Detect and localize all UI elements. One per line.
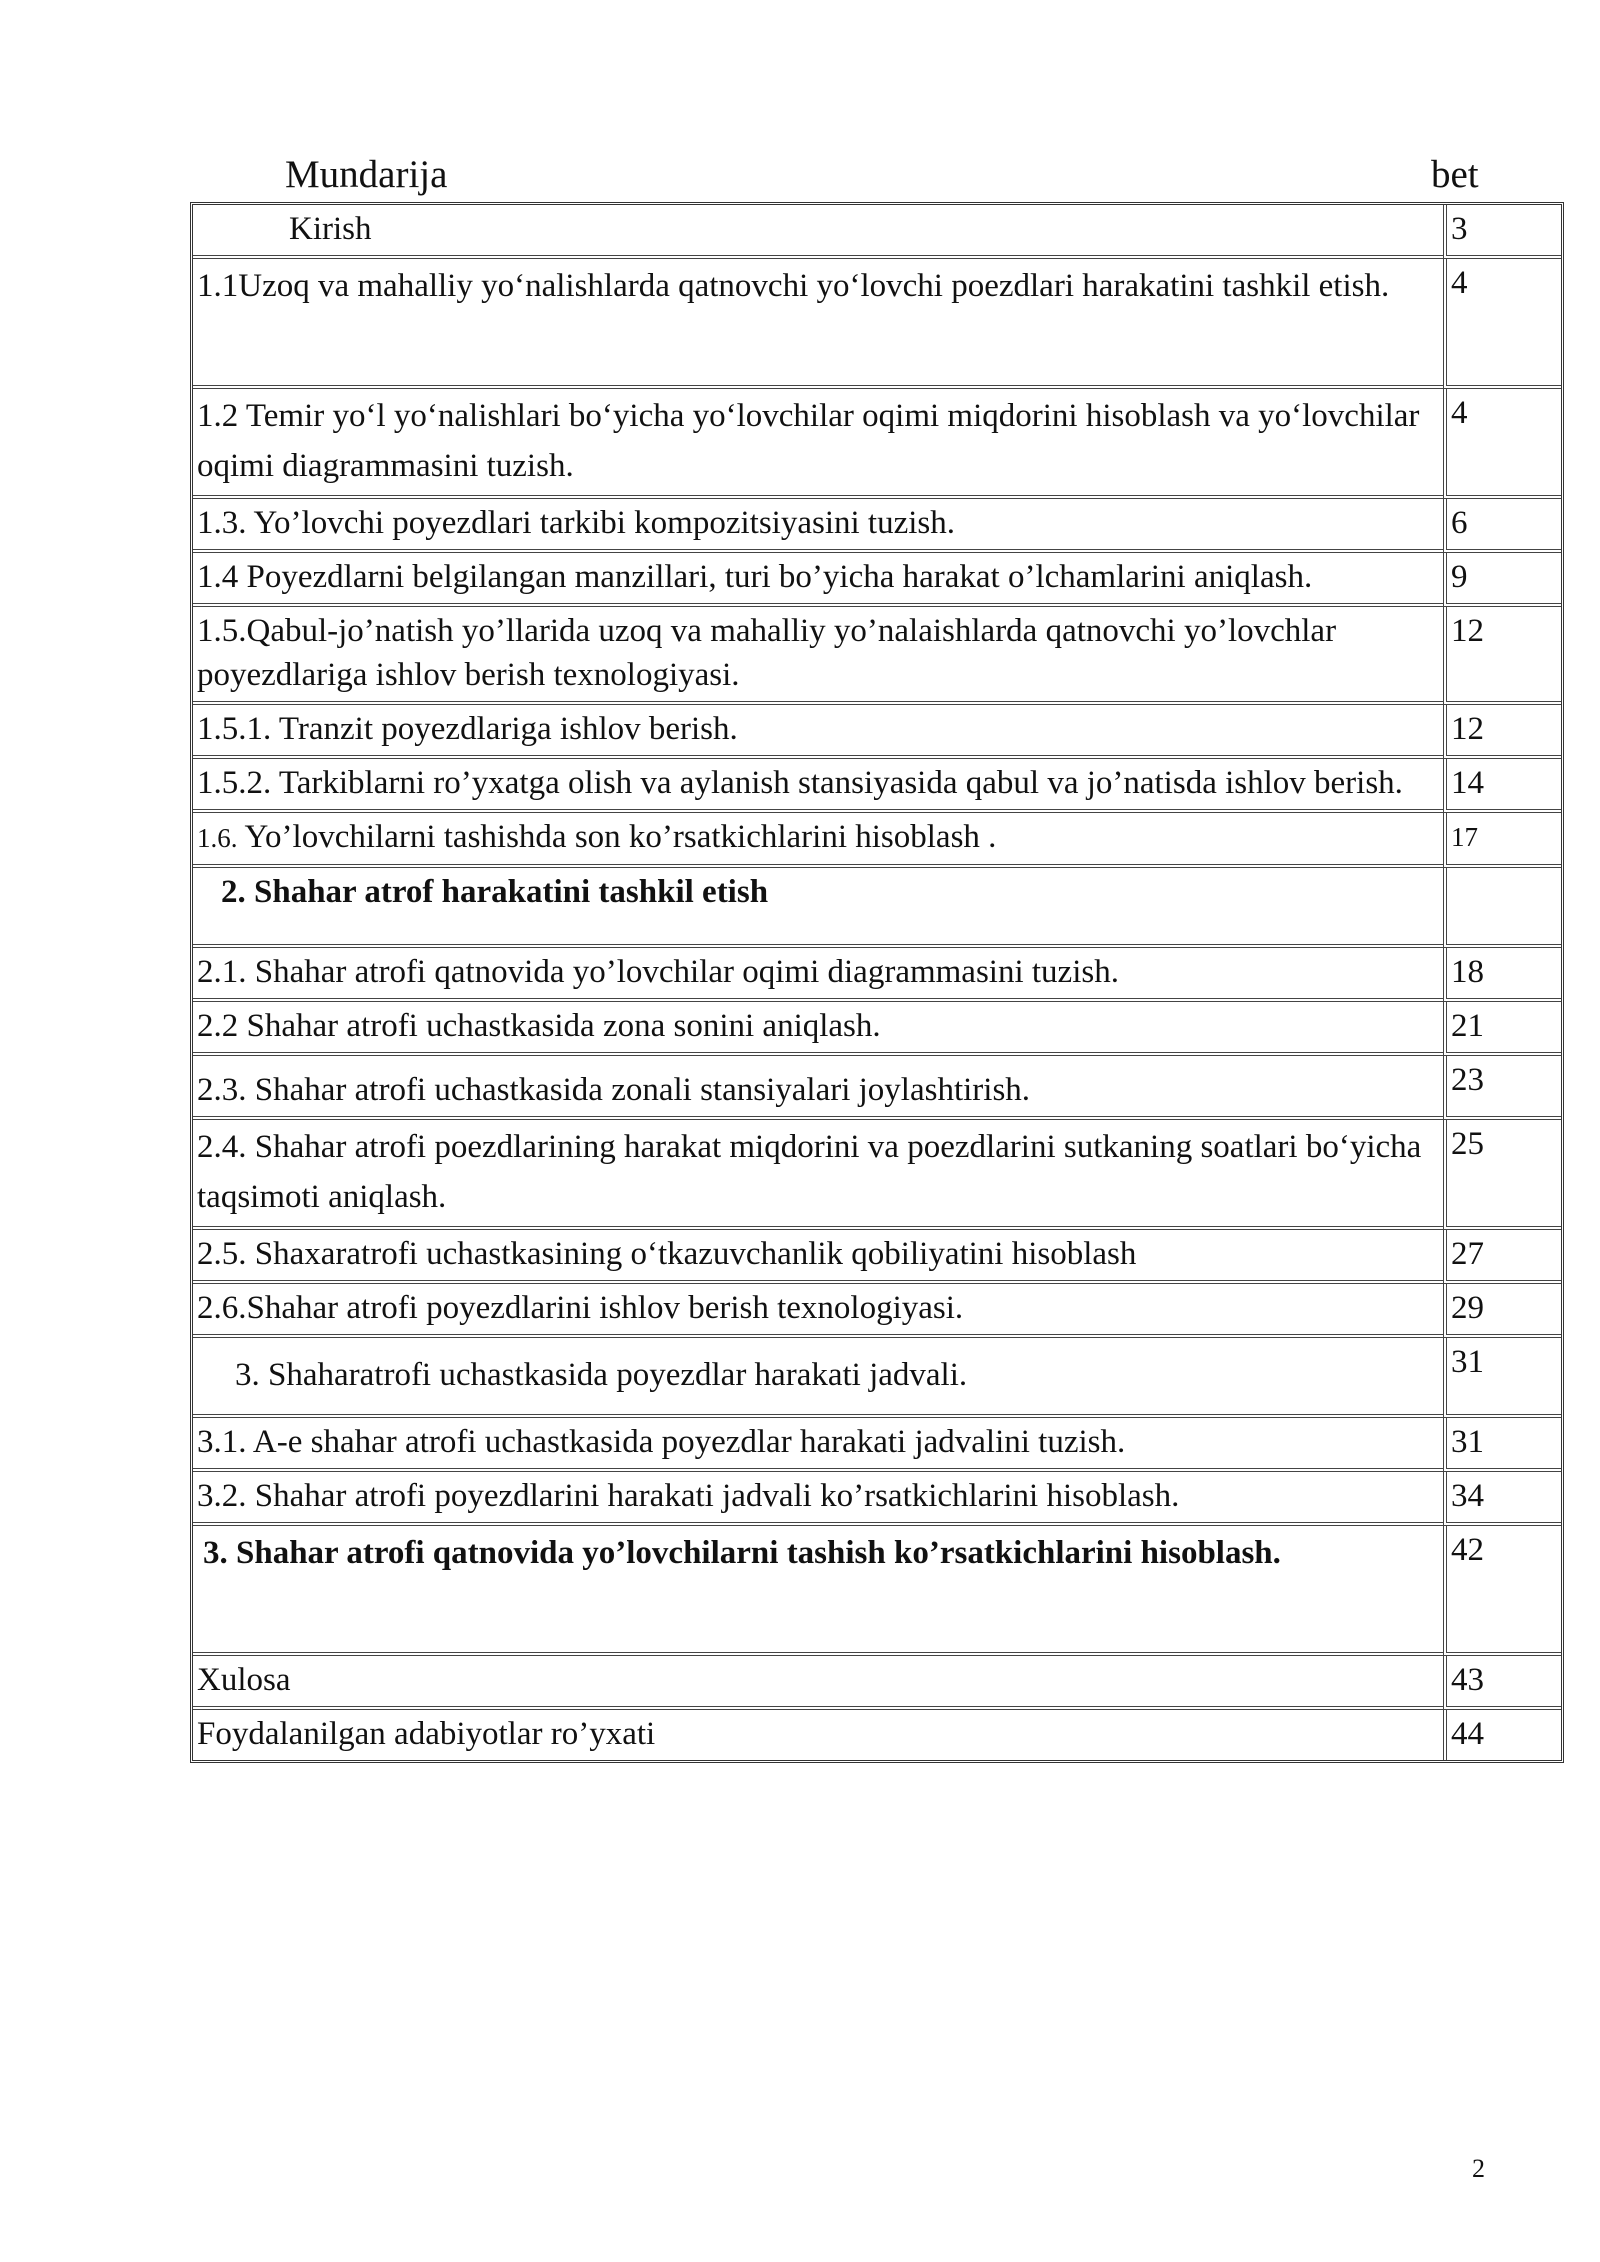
toc-entry-page: 14 <box>1443 759 1561 813</box>
toc-entry-page: 6 <box>1443 499 1561 553</box>
toc-entry-page: 44 <box>1443 1710 1561 1760</box>
toc-row <box>193 759 1561 813</box>
toc-row <box>193 499 1561 553</box>
toc-entry-page: 29 <box>1443 1284 1561 1338</box>
toc-entry-label: Xulosa <box>193 1656 1443 1710</box>
toc-row <box>193 259 1561 389</box>
toc-entry-label: 2.4. Shahar atrofi poezdlarining harakat miqdorini va poezdlarini sutkaning soatlari bo‘yicha taqsimoti aniqlash. <box>193 1120 1443 1230</box>
toc-entry-label: 1.5.Qabul-jo’natish yo’llarida uzoq va mahalliy yo’nalaishlarda qatnovchi yo’lovchlar poyezdlariga ishlov berish texnologiyasi. <box>193 607 1443 705</box>
toc-row <box>193 1656 1561 1710</box>
toc-row <box>193 705 1561 759</box>
toc-entry-page: 23 <box>1443 1056 1561 1120</box>
toc-row <box>193 1526 1561 1656</box>
toc-entry-label: 1.5.1. Tranzit poyezdlariga ishlov berish. <box>193 705 1443 759</box>
toc-row <box>193 1472 1561 1526</box>
table-of-contents <box>190 202 1564 1763</box>
toc-row <box>193 389 1561 499</box>
toc-entry-page: 3 <box>1443 205 1561 259</box>
toc-entry-label: 3. Shaharatrofi uchastkasida poyezdlar harakati jadvali. <box>193 1338 1443 1418</box>
toc-row <box>193 1284 1561 1338</box>
toc-entry-label: 3.1. A-e shahar atrofi uchastkasida poyezdlar harakati jadvalini tuzish. <box>193 1418 1443 1472</box>
toc-entry-label: 3.2. Shahar atrofi poyezdlarini harakati jadvali ko’rsatkichlarini hisoblash. <box>193 1472 1443 1526</box>
toc-entry-label: 1.2 Temir yo‘l yo‘nalishlari bo‘yicha yo‘lovchilar oqimi miqdorini hisoblash va yo‘lovchilar oqimi diagrammasini tuzish. <box>193 389 1443 499</box>
toc-entry-page <box>1443 868 1561 948</box>
toc-entry-label: 2.3. Shahar atrofi uchastkasida zonali stansiyalari joylashtirish. <box>193 1056 1443 1120</box>
toc-entry-page: 18 <box>1443 948 1561 1002</box>
toc-row <box>193 868 1561 948</box>
toc-row <box>193 1338 1561 1418</box>
toc-entry-page: 12 <box>1443 705 1561 759</box>
toc-entry-page: 31 <box>1443 1338 1561 1418</box>
toc-row <box>193 205 1561 259</box>
toc-row <box>193 1710 1561 1760</box>
toc-entry-label: 2.6.Shahar atrofi poyezdlarini ishlov berish texnologiyasi. <box>193 1284 1443 1338</box>
page-number: 2 <box>1472 2154 1485 2183</box>
page-column-label: bet <box>1431 153 1479 196</box>
toc-entry-page: 43 <box>1443 1656 1561 1710</box>
toc-entry-page: 42 <box>1443 1526 1561 1656</box>
toc-row <box>193 1120 1561 1230</box>
toc-entry-label: 1.1Uzoq va mahalliy yo‘nalishlarda qatnovchi yo‘lovchi poezdlari harakatini tashkil etish. <box>193 259 1443 389</box>
toc-row <box>193 607 1561 705</box>
toc-entry-page: 4 <box>1443 259 1561 389</box>
toc-entry-page: 9 <box>1443 553 1561 607</box>
toc-entry-label: 2.1. Shahar atrofi qatnovida yo’lovchilar oqimi diagrammasini tuzish. <box>193 948 1443 1002</box>
toc-row <box>193 1230 1561 1284</box>
toc-entry-page: 27 <box>1443 1230 1561 1284</box>
toc-entry-page: 25 <box>1443 1120 1561 1230</box>
toc-entry-page: 12 <box>1443 607 1561 705</box>
toc-section-heading: 2. Shahar atrof harakatini tashkil etish <box>193 868 1443 948</box>
toc-entry-page: 21 <box>1443 1002 1561 1056</box>
toc-entry-text: Yo’lovchilarni tashishda son ko’rsatkichlarini hisoblash . <box>244 819 997 855</box>
toc-row <box>193 1056 1561 1120</box>
toc-entry-page: 34 <box>1443 1472 1561 1526</box>
toc-entry-page: 31 <box>1443 1418 1561 1472</box>
toc-entry-label: 1.4 Poyezdlarni belgilangan manzillari, turi bo’yicha harakat o’lchamlarini aniqlash. <box>193 553 1443 607</box>
toc-entry-label <box>193 813 1443 868</box>
toc-row <box>193 813 1561 868</box>
toc-entry-prefix: 1.6. <box>197 823 238 853</box>
toc-title: Mundarija <box>285 153 448 196</box>
toc-row <box>193 553 1561 607</box>
toc-row <box>193 1002 1561 1056</box>
toc-row <box>193 1418 1561 1472</box>
toc-entry-page: 4 <box>1443 389 1561 499</box>
toc-entry-label: 2.2 Shahar atrofi uchastkasida zona sonini aniqlash. <box>193 1002 1443 1056</box>
toc-entry-label: Foydalanilgan adabiyotlar ro’yxati <box>197 1716 656 1752</box>
toc-entry-label: 2.5. Shaxaratrofi uchastkasining o‘tkazuvchanlik qobiliyatini hisoblash <box>193 1230 1443 1284</box>
toc-section-heading: 3. Shahar atrofi qatnovida yo’lovchilarni tashish ko’rsatkichlarini hisoblash. <box>193 1526 1443 1656</box>
toc-entry-page: 17 <box>1443 813 1561 868</box>
toc-entry-label: Kirish <box>193 205 1443 259</box>
toc-row <box>193 948 1561 1002</box>
toc-entry-label: 1.3. Yo’lovchi poyezdlari tarkibi kompozitsiyasini tuzish. <box>193 499 1443 553</box>
toc-entry-label: 1.5.2. Tarkiblarni ro’yxatga olish va aylanish stansiyasida qabul va jo’natisda ishlov berish. <box>193 759 1443 813</box>
